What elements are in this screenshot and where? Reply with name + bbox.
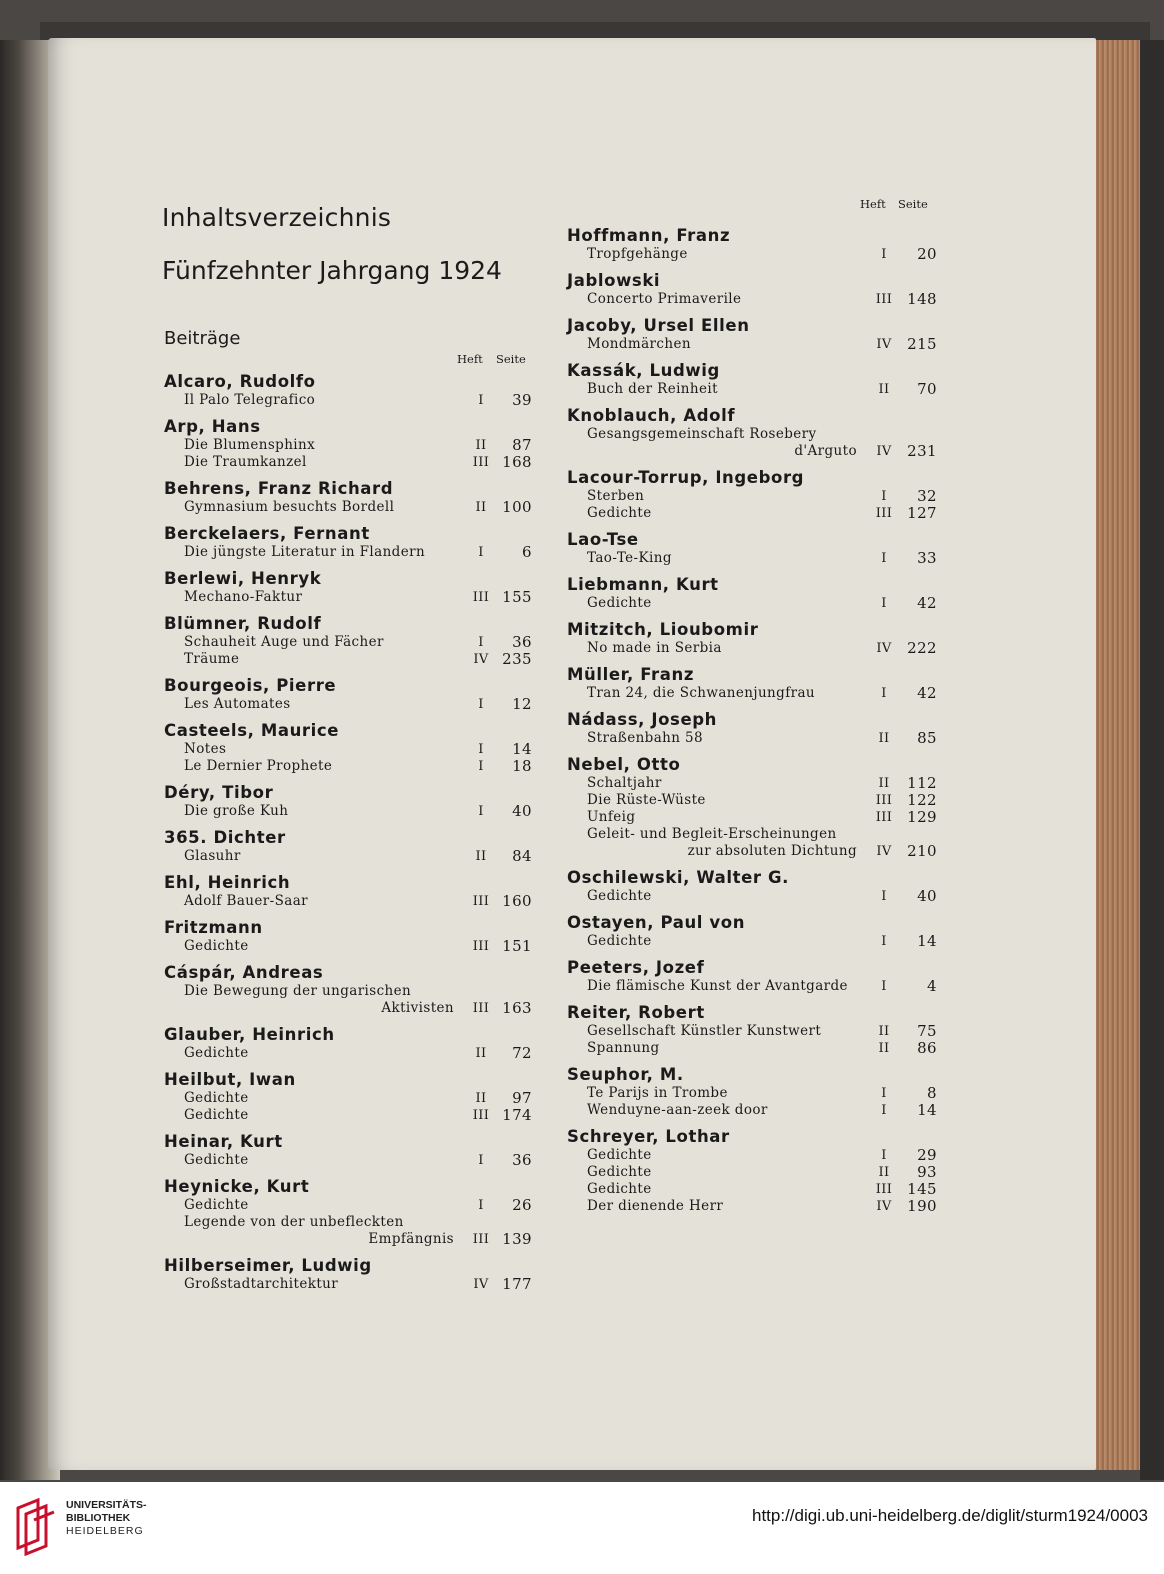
issue-number: IV [473, 1277, 489, 1292]
work-row [164, 454, 540, 471]
work-row [164, 499, 540, 516]
page-title: Inhaltsverzeichnis [162, 203, 392, 232]
issue-number: IV [876, 844, 892, 859]
author-name: Lao-Tse [567, 530, 639, 549]
page-edges [1090, 40, 1146, 1470]
work-title: Notes [184, 741, 227, 757]
toc-entry [567, 529, 943, 567]
work-row [164, 696, 540, 713]
author-name: Seuphor, M. [567, 1065, 684, 1084]
page-number: 148 [907, 290, 937, 308]
issue-number: I [881, 247, 887, 262]
toc-entry [567, 270, 943, 308]
issue-number: III [472, 1232, 490, 1247]
toc-entry [567, 225, 943, 263]
issue-number: II [475, 849, 487, 864]
author-name: Müller, Franz [567, 665, 695, 684]
work-row [567, 843, 943, 860]
author-name: Heilbut, Iwan [164, 1070, 296, 1089]
work-row [164, 437, 540, 454]
issue-number: III [875, 292, 893, 307]
issue-number: II [475, 1091, 487, 1106]
work-title: Großstadtarchitektur [184, 1276, 339, 1292]
work-row [164, 938, 540, 955]
work-row [164, 1197, 540, 1214]
page-number: 18 [512, 757, 532, 775]
issue-number: IV [876, 337, 892, 352]
work-title: Die Traumkanzel [184, 454, 307, 470]
issue-number: I [881, 686, 887, 701]
page-number: 155 [502, 588, 532, 606]
page-number: 70 [917, 380, 937, 398]
issue-number: I [478, 393, 484, 408]
page-number: 145 [907, 1180, 937, 1198]
page-number: 168 [502, 453, 532, 471]
work-row [567, 685, 943, 702]
work-row [567, 595, 943, 612]
page-number: 174 [502, 1106, 532, 1124]
author-name: Nádass, Joseph [567, 710, 717, 729]
author-name: Liebmann, Kurt [567, 575, 719, 594]
toc-entry [567, 754, 943, 860]
author-name: Casteels, Maurice [164, 721, 340, 740]
work-row [567, 246, 943, 263]
page-number: 87 [512, 436, 532, 454]
author-name: Jacoby, Ursel Ellen [567, 316, 750, 335]
toc-entry [567, 1064, 943, 1119]
work-title: Concerto Primaverile [587, 291, 742, 307]
author-name: Bourgeois, Pierre [164, 676, 337, 695]
page-number: 14 [917, 1101, 937, 1119]
work-title: Legende von der unbefleckten [184, 1214, 404, 1230]
issue-number: III [875, 506, 893, 521]
library-name-line1: UNIVERSITÄTS- [66, 1499, 147, 1511]
page-number: 84 [512, 847, 532, 865]
work-row [164, 392, 540, 409]
author-name: Ehl, Heinrich [164, 873, 291, 892]
work-row [164, 1152, 540, 1169]
toc-entry [567, 1126, 943, 1215]
issue-number: II [475, 500, 487, 515]
work-title: Unfeig [587, 809, 636, 825]
toc-entry [164, 568, 540, 606]
author-name: Cáspár, Andreas [164, 963, 324, 982]
toc-entry [567, 867, 943, 905]
author-name: Nebel, Otto [567, 755, 681, 774]
issue-number: II [878, 382, 890, 397]
issue-number: III [472, 939, 490, 954]
page-number: 97 [512, 1089, 532, 1107]
toc-entry [567, 360, 943, 398]
work-title: Gedichte [184, 1090, 249, 1106]
work-title: Gesellschaft Künstler Kunstwert [587, 1023, 822, 1039]
author-name: Peeters, Jozef [567, 958, 705, 977]
work-title: Il Palo Telegrafico [184, 392, 316, 408]
work-title: Gesangsgemeinschaft Rosebery [587, 426, 817, 442]
page-number: 29 [917, 1146, 937, 1164]
work-title: Gedichte [587, 1181, 652, 1197]
work-title: Gedichte [587, 1164, 652, 1180]
page-number: 151 [502, 937, 532, 955]
author-name: Glauber, Heinrich [164, 1025, 335, 1044]
issue-number: I [881, 596, 887, 611]
author-name: Reiter, Robert [567, 1003, 705, 1022]
page-number: 127 [907, 504, 937, 522]
issue-number: I [478, 545, 484, 560]
work-title: Gymnasium besuchts Bordell [184, 499, 395, 515]
toc-entry [567, 574, 943, 612]
toc-entry [164, 720, 540, 775]
work-row [567, 488, 943, 505]
work-row [164, 1214, 540, 1231]
issue-number: IV [876, 444, 892, 459]
author-name: Heinar, Kurt [164, 1132, 283, 1151]
author-name: Déry, Tibor [164, 783, 274, 802]
toc-entry [164, 872, 540, 910]
toc-entry [164, 827, 540, 865]
work-title: Gedichte [184, 1197, 249, 1213]
issue-number: IV [473, 652, 489, 667]
work-row [164, 634, 540, 651]
work-row [567, 291, 943, 308]
work-row [567, 792, 943, 809]
work-row [164, 741, 540, 758]
work-title: Die große Kuh [184, 803, 289, 819]
page-number: 32 [917, 487, 937, 505]
toc-right-column [567, 225, 943, 1222]
work-row [567, 550, 943, 567]
page-number: 163 [502, 999, 532, 1017]
page-number: 36 [512, 1151, 532, 1169]
toc-entry [567, 467, 943, 522]
page-number: 190 [907, 1197, 937, 1215]
page-number: 6 [522, 543, 532, 561]
toc-entry [567, 1002, 943, 1057]
work-title: Gedichte [587, 595, 652, 611]
work-row [164, 1000, 540, 1017]
issue-number: I [881, 979, 887, 994]
toc-entry [567, 709, 943, 747]
work-title: Tran 24, die Schwanenjungfrau [587, 685, 815, 701]
page-number: 122 [907, 791, 937, 809]
work-row [164, 758, 540, 775]
issue-number: I [881, 1103, 887, 1118]
page-number: 42 [917, 684, 937, 702]
issue-number: I [478, 1198, 484, 1213]
work-title: Les Automates [184, 696, 291, 712]
page-number: 177 [502, 1275, 532, 1293]
page-number: 160 [502, 892, 532, 910]
work-row [164, 1090, 540, 1107]
page-number: 231 [907, 442, 937, 460]
page-number: 139 [502, 1230, 532, 1248]
work-title: Straßenbahn 58 [587, 730, 704, 746]
work-row [567, 1023, 943, 1040]
work-title: Geleit- und Begleit-Erscheinungen [587, 826, 837, 842]
author-name: Blümner, Rudolf [164, 614, 322, 633]
page-number: 26 [512, 1196, 532, 1214]
work-row [164, 544, 540, 561]
issue-number: IV [876, 1199, 892, 1214]
work-row [164, 848, 540, 865]
page-number: 33 [917, 549, 937, 567]
author-name: Oschilewski, Walter G. [567, 868, 789, 887]
page-number: 129 [907, 808, 937, 826]
toc-entry [164, 523, 540, 561]
issue-number: II [475, 438, 487, 453]
work-row [567, 443, 943, 460]
work-row [164, 983, 540, 1000]
issue-number: II [878, 731, 890, 746]
work-row [567, 1040, 943, 1057]
work-title: Die Rüste-Wüste [587, 792, 706, 808]
issue-number: III [472, 894, 490, 909]
issue-number: I [881, 934, 887, 949]
work-title: Die Bewegung der ungarischen [184, 983, 412, 999]
page-number: 222 [907, 639, 937, 657]
page-number: 112 [907, 774, 937, 792]
issue-number: III [472, 1001, 490, 1016]
library-name-line2: BIBLIOTHEK [66, 1512, 131, 1524]
issue-number: II [878, 1024, 890, 1039]
page-number: 100 [502, 498, 532, 516]
work-row [164, 893, 540, 910]
author-name: Alcaro, Rudolfo [164, 372, 316, 391]
work-title: Schauheit Auge und Fächer [184, 634, 384, 650]
work-row [164, 589, 540, 606]
work-title: Gedichte [184, 938, 249, 954]
issue-number: III [472, 590, 490, 605]
work-title: Wenduyne-aan-zeek door [587, 1102, 768, 1118]
page-number: 40 [512, 802, 532, 820]
toc-left-column [164, 371, 540, 1300]
issue-number: III [472, 455, 490, 470]
work-title: Tao-Te-King [587, 550, 672, 566]
issue-number: I [478, 759, 484, 774]
toc-entry [164, 675, 540, 713]
work-title: Gedichte [587, 888, 652, 904]
work-row [567, 775, 943, 792]
work-title: zur absoluten Dichtung [687, 843, 857, 859]
author-name: Mitzitch, Lioubomir [567, 620, 759, 639]
toc-entry [164, 962, 540, 1017]
page-number: 72 [512, 1044, 532, 1062]
left-col-heft-header: Heft [457, 352, 483, 366]
page-number: 75 [917, 1022, 937, 1040]
issue-number: III [472, 1108, 490, 1123]
work-row [567, 826, 943, 843]
work-title: Tropfgehänge [587, 246, 688, 262]
toc-entry [567, 619, 943, 657]
page-number: 14 [917, 932, 937, 950]
toc-entry [164, 1069, 540, 1124]
page-number: 215 [907, 335, 937, 353]
issue-number: II [878, 1041, 890, 1056]
work-row [567, 1102, 943, 1119]
right-col-seite-header: Seite [898, 197, 928, 211]
issue-number: IV [876, 641, 892, 656]
author-name: Hoffmann, Franz [567, 226, 731, 245]
toc-entry [164, 478, 540, 516]
toc-entry [567, 315, 943, 353]
work-row [567, 640, 943, 657]
author-name: Schreyer, Lothar [567, 1127, 730, 1146]
work-row [567, 505, 943, 522]
page-number: 20 [917, 245, 937, 263]
work-title: Adolf Bauer-Saar [184, 893, 308, 909]
work-title: Gedichte [184, 1045, 249, 1061]
work-row [164, 1045, 540, 1062]
work-row [567, 1085, 943, 1102]
page-number: 85 [917, 729, 937, 747]
work-row [567, 933, 943, 950]
toc-entry [164, 1024, 540, 1062]
section-heading: Beiträge [164, 328, 241, 349]
issue-number: I [881, 1086, 887, 1101]
work-row [567, 1164, 943, 1181]
author-name: Fritzmann [164, 918, 263, 937]
toc-entry [567, 912, 943, 950]
work-row [164, 803, 540, 820]
work-title: Aktivisten [381, 1000, 454, 1016]
library-footer [0, 1482, 1164, 1574]
toc-entry [164, 917, 540, 955]
issue-number: I [881, 1148, 887, 1163]
issue-number: I [881, 489, 887, 504]
work-title: Träume [184, 651, 240, 667]
author-name: Ostayen, Paul von [567, 913, 746, 932]
issue-number: I [478, 1153, 484, 1168]
author-name: Hilberseimer, Ludwig [164, 1256, 372, 1275]
work-row [567, 1147, 943, 1164]
work-row [164, 651, 540, 668]
work-title: Die jüngste Literatur in Flandern [184, 544, 426, 560]
work-row [567, 1198, 943, 1215]
author-name: Kassák, Ludwig [567, 361, 720, 380]
work-title: No made in Serbia [587, 640, 722, 656]
work-title: Buch der Reinheit [587, 381, 718, 397]
work-row [164, 1276, 540, 1293]
author-name: Behrens, Franz Richard [164, 479, 394, 498]
right-col-heft-header: Heft [860, 197, 886, 211]
toc-entry [164, 1131, 540, 1169]
toc-entry [164, 613, 540, 668]
issue-number: II [475, 1046, 487, 1061]
toc-entry [164, 416, 540, 471]
issue-number: III [875, 1182, 893, 1197]
author-name: Berlewi, Henryk [164, 569, 322, 588]
page-number: 93 [917, 1163, 937, 1181]
page-number: 39 [512, 391, 532, 409]
work-title: d'Arguto [794, 443, 857, 459]
author-name: Lacour-Torrup, Ingeborg [567, 468, 805, 487]
page-url[interactable]: http://digi.ub.uni-heidelberg.de/diglit/sturm1924/0003 [752, 1506, 1148, 1525]
book-spine-right [1140, 40, 1164, 1480]
page-number: 210 [907, 842, 937, 860]
work-title: Glasuhr [184, 848, 241, 864]
author-name: Knoblauch, Adolf [567, 406, 736, 425]
page-number: 12 [512, 695, 532, 713]
page-number: 235 [502, 650, 532, 668]
issue-number: I [478, 697, 484, 712]
work-title: Spannung [587, 1040, 660, 1056]
work-title: Gedichte [587, 933, 652, 949]
page-number: 36 [512, 633, 532, 651]
toc-entry [164, 782, 540, 820]
toc-entry [164, 1176, 540, 1248]
library-name [66, 1499, 147, 1538]
author-name: Berckelaers, Fernant [164, 524, 370, 543]
toc-entry [164, 371, 540, 409]
work-row [164, 1231, 540, 1248]
work-title: Gedichte [587, 505, 652, 521]
page-number: 8 [927, 1084, 937, 1102]
work-title: Te Parijs in Trombe [587, 1085, 728, 1101]
library-logo-icon [12, 1498, 58, 1556]
work-row [164, 1107, 540, 1124]
work-row [567, 1181, 943, 1198]
work-row [567, 336, 943, 353]
issue-number: I [478, 804, 484, 819]
work-title: Gedichte [184, 1152, 249, 1168]
work-title: Gedichte [587, 1147, 652, 1163]
work-row [567, 381, 943, 398]
work-title: Schaltjahr [587, 775, 662, 791]
page-number: 86 [917, 1039, 937, 1057]
page-number: 4 [927, 977, 937, 995]
library-name-line3: HEIDELBERG [66, 1525, 144, 1537]
work-title: Empfängnis [368, 1231, 454, 1247]
work-title: Sterben [587, 488, 645, 504]
work-row [567, 426, 943, 443]
issue-number: III [875, 793, 893, 808]
toc-entry [164, 1255, 540, 1293]
work-title: Die Blumensphinx [184, 437, 316, 453]
author-name: Jablowski [567, 271, 661, 290]
left-col-seite-header: Seite [496, 352, 526, 366]
issue-number: I [478, 742, 484, 757]
toc-entry [567, 664, 943, 702]
work-title: Die flämische Kunst der Avantgarde [587, 978, 848, 994]
issue-number: III [875, 810, 893, 825]
toc-entry [567, 405, 943, 460]
author-name: 365. Dichter [164, 828, 286, 847]
author-name: Arp, Hans [164, 417, 261, 436]
page-number: 14 [512, 740, 532, 758]
work-row [567, 730, 943, 747]
page-number: 40 [917, 887, 937, 905]
issue-number: I [881, 551, 887, 566]
work-row [567, 888, 943, 905]
issue-number: I [478, 635, 484, 650]
work-title: Mechano-Faktur [184, 589, 303, 605]
page-subtitle: Fünfzehnter Jahrgang 1924 [162, 256, 502, 285]
issue-number: I [881, 889, 887, 904]
work-title: Mondmärchen [587, 336, 691, 352]
toc-entry [567, 957, 943, 995]
author-name: Heynicke, Kurt [164, 1177, 310, 1196]
issue-number: II [878, 776, 890, 791]
work-title: Gedichte [184, 1107, 249, 1123]
work-title: Der dienende Herr [587, 1198, 724, 1214]
issue-number: II [878, 1165, 890, 1180]
work-row [567, 978, 943, 995]
work-title: Le Dernier Prophete [184, 758, 333, 774]
work-row [567, 809, 943, 826]
page-number: 42 [917, 594, 937, 612]
